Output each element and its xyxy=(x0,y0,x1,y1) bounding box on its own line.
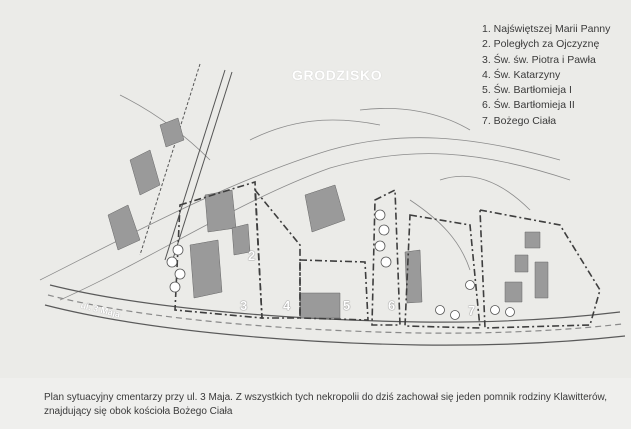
caption xyxy=(44,391,624,419)
plot-number-3: 3 xyxy=(240,298,248,313)
legend xyxy=(482,22,610,129)
plot-number-7: 7 xyxy=(468,303,476,318)
caption-line: znajdujący się obok kościoła Bożego Ciała xyxy=(44,406,233,417)
legend-item: 3. Św. św. Piotra i Pawła xyxy=(482,53,596,66)
legend-item: 7. Bożego Ciała xyxy=(482,114,557,127)
legend-item: 5. Św. Bartłomieja I xyxy=(482,84,572,97)
plot-number-6: 6 xyxy=(388,298,396,313)
plot-number-2: 2 xyxy=(248,248,256,263)
caption-line: Plan sytuacyjny cmentarzy przy ul. 3 Maja. Z wszystkich tych nekropolii do dziś zachował się jeden pomnik rodziny Klawitterów, xyxy=(44,392,608,403)
legend-item: 2. Poległych za Ojczyznę xyxy=(482,38,600,51)
district-label: GRODZISKO xyxy=(292,67,383,83)
legend-item: 6. Św. Bartłomieja II xyxy=(482,99,575,112)
legend-item: 4. Św. Katarzyny xyxy=(482,68,561,81)
plot-number-4: 4 xyxy=(283,298,291,313)
legend-item: 1. Najświętszej Marii Panny xyxy=(482,23,611,35)
plot-number-5: 5 xyxy=(343,298,351,313)
street-label: ul. 3 Maja xyxy=(79,300,122,320)
